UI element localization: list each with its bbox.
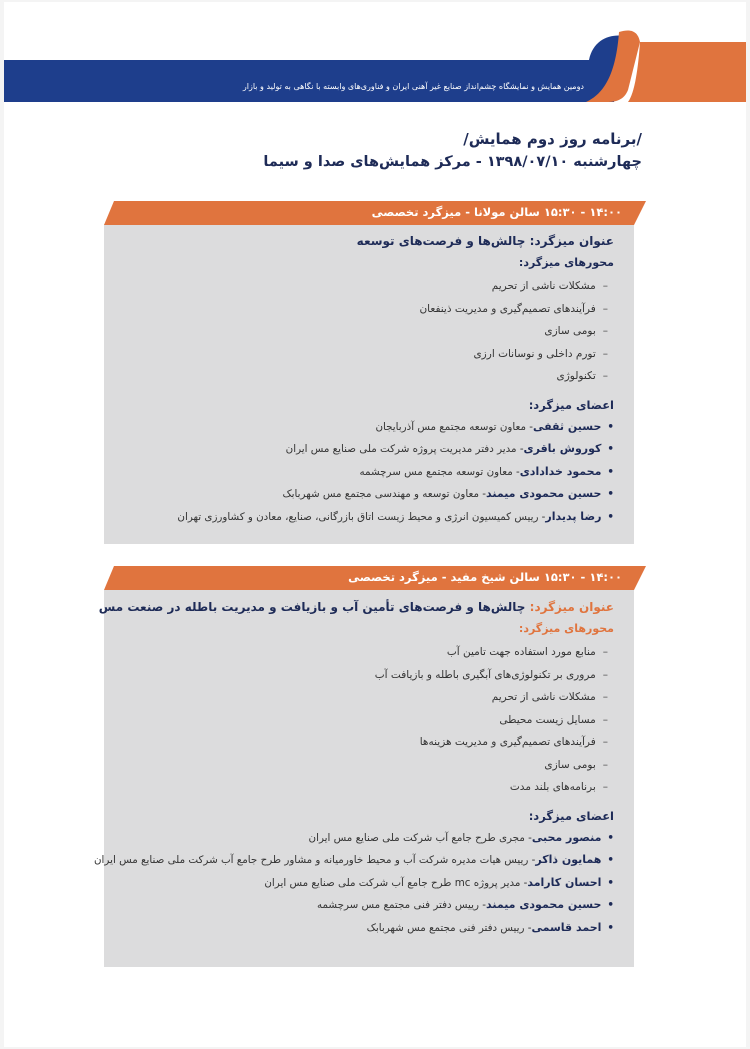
- title-line-2: چهارشنبه ۱۳۹۸/۰۷/۱۰ - مرکز همایش‌های صدا و سیما: [263, 154, 642, 170]
- header-subtitle: دومین همایش و نمایشگاه چشم‌انداز صنایع غیر آهنی ایران و فناوری‌های وابسته با نگاهی به تولید و بازار: [242, 82, 584, 91]
- session-2-content: [94, 600, 614, 939]
- session-2-subject-label: عنوان میزگرد:: [529, 600, 614, 614]
- session-1-subject-text: چالش‌ها و فرصت‌های توسعه: [356, 234, 526, 248]
- session-1-header-label: ۱۴:۰۰ - ۱۵:۳۰ سالن مولانا - میزگرد تخصصی: [371, 205, 622, 219]
- session-1-content-area: [104, 224, 634, 544]
- session-1-members-heading: اعضای میزگرد:: [528, 397, 614, 412]
- list-item: –مشکلات ناشی از تحریم: [491, 280, 608, 292]
- session-2-members-heading: اعضای میزگرد:: [528, 808, 614, 823]
- member-item: •منصور محبی- مجری طرح جامع آب شرکت ملی صنایع مس ایران: [308, 830, 614, 844]
- list-item: –مشکلات ناشی از تحریم: [491, 691, 608, 703]
- list-item: –برنامه‌های بلند مدت: [509, 781, 608, 793]
- session-2-header-label: ۱۴:۰۰ - ۱۵:۳۰ سالن شیخ مفید - میزگرد تخصصی: [348, 570, 622, 584]
- document-page: [4, 2, 746, 1047]
- session-2-members-list: [94, 827, 614, 940]
- session-1-header: [104, 201, 646, 225]
- member-item: •همایون ذاکر- رییس هیات مدیره شرکت آب و محیط خاورمیانه و مشاور طرح جامع آب شرکت ملی صنایع مس ایران: [93, 853, 614, 866]
- session-1-subject: [177, 234, 614, 248]
- session-1-members-list: [177, 416, 614, 529]
- header-graphic: [4, 2, 746, 107]
- list-item: –فرآیندهای تصمیم‌گیری و مدیریت هزینه‌ها: [419, 736, 608, 748]
- session-1-content: [177, 234, 614, 528]
- list-item: –مروری بر تکنولوژی‌های آبگیری باطله و بازیافت آب: [374, 668, 608, 681]
- member-item: •رضا پدیدار- رییس کمیسیون انرژی و محیط زیست اتاق بازرگانی، صنایع، معادن و کشاورزی تهران: [177, 509, 614, 523]
- list-item: –تورم داخلی و نوسانات ارزی: [473, 347, 608, 360]
- list-item: –مسایل زیست محیطی: [499, 713, 608, 726]
- member-item: •حسین ثقفی- معاون توسعه مجتمع مس آذربایجان: [375, 419, 614, 433]
- header-banner: [4, 2, 746, 107]
- member-item: •احمد قاسمی- رییس دفتر فنی مجتمع مس شهربابک: [366, 920, 614, 934]
- session-1-axes-list: [177, 275, 614, 388]
- session-2-axes-heading: محورهای میزگرد:: [518, 622, 614, 635]
- page-title: [263, 130, 642, 170]
- session-2-subject: [94, 600, 614, 614]
- list-item: –تکنولوژی: [556, 370, 608, 382]
- session-2-subject-text: چالش‌ها و فرصت‌های تأمین آب و بازیافت و مدیریت باطله در صنعت مس: [98, 600, 526, 614]
- session-1-subject-label: عنوان میزگرد:: [529, 234, 614, 248]
- list-item: –بومی سازی: [544, 758, 608, 771]
- member-item: •احسان کارامد- مدیر پروژه mc طرح جامع آب شرکت ملی صنایع مس ایران: [264, 875, 614, 889]
- session-2-axes-list: [94, 641, 614, 799]
- list-item: –منابع مورد استفاده جهت تامین آب: [446, 646, 608, 658]
- list-item: –فرآیندهای تصمیم‌گیری و مدیریت ذینفعان: [419, 302, 608, 315]
- session-2-header: [104, 566, 646, 590]
- list-item: –بومی سازی: [544, 325, 608, 337]
- title-line-1: /برنامه روز دوم همایش/: [463, 130, 642, 148]
- member-item: •کوروش باقری- مدیر دفتر مدیریت پروژه شرکت ملی صنایع مس ایران: [285, 442, 614, 455]
- session-1-axes-heading: محورهای میزگرد:: [518, 256, 614, 269]
- member-item: •حسین محمودی میمند- معاون توسعه و مهندسی مجتمع مس شهربابک: [282, 487, 614, 500]
- member-item: •محمود خدادادی- معاون توسعه مجتمع مس سرچشمه: [359, 464, 614, 478]
- member-item: •حسین محمودی میمند- رییس دفتر فنی مجتمع مس سرچشمه: [316, 898, 614, 911]
- session-2-content-area: [93, 590, 634, 967]
